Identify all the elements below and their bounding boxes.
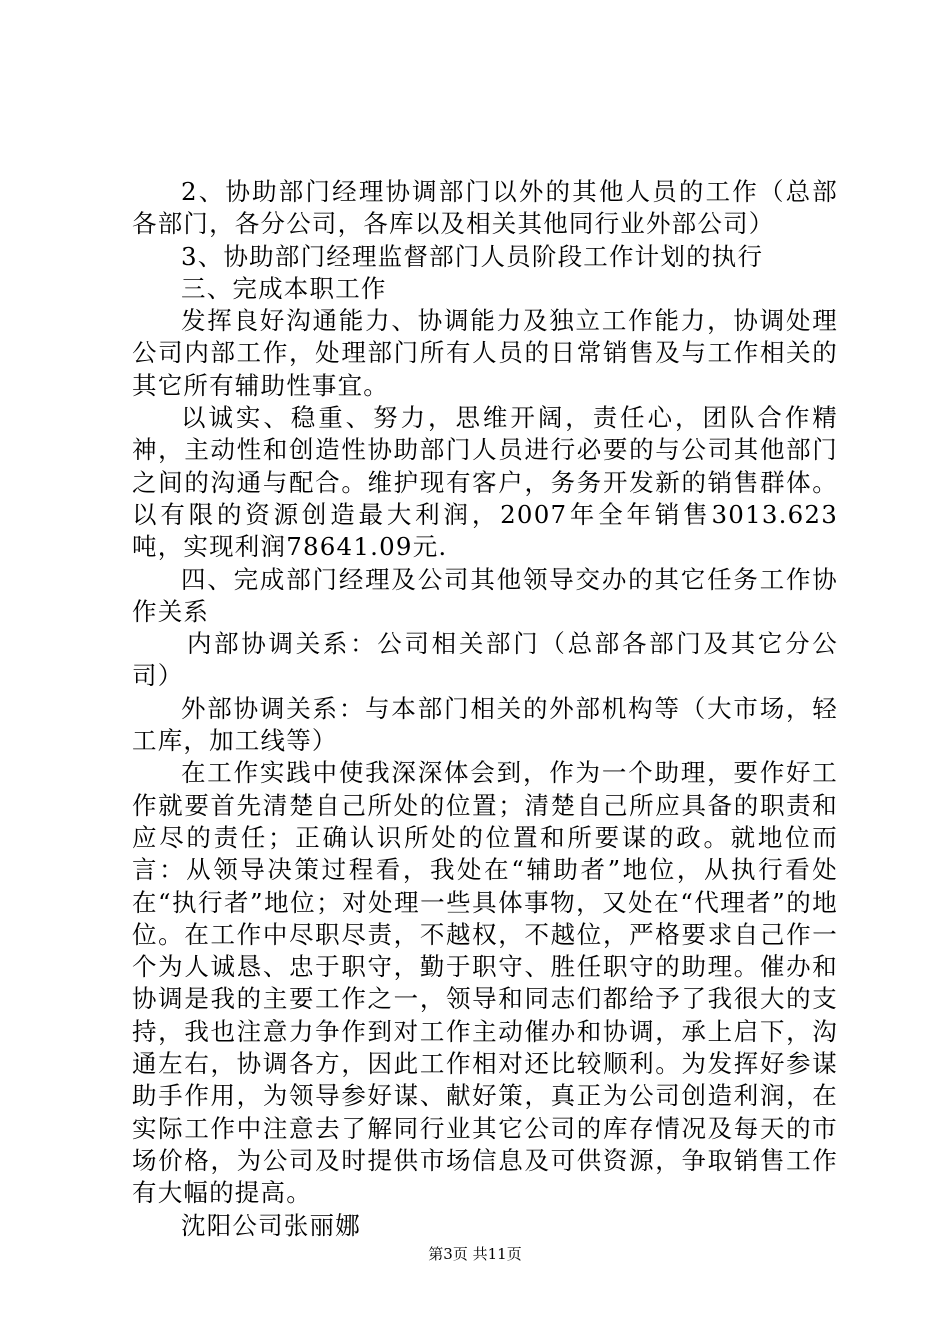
paragraph-sales-results: 以诚实、稳重、努力，思维开阔，责任心，团队合作精神，主动性和创造性协助部门人员进行必要的与公司其他部门之间的沟通与配合。维护现有客户，务务开发新的销售群体。以有限的资源创造最大利润，2007年全年销售3013.623吨，实现利润78641.09元.	[132, 403, 838, 562]
paragraph-work-reflection: 在工作实践中使我深深体会到，作为一个助理，要作好工作就要首先清楚自己所处的位置；清楚自己所应具备的职责和应尽的责任；正确认识所处的位置和所要谋的政。就地位而言：从领导决策过程看，我处在“辅助者”地位，从执行看处在“执行者”地位；对处理一些具体事物，又处在“代理者”的地位。在工作中尽职尽责，不越权，不越位，严格要求自己作一个为人诚恳、忠于职守，勤于职守、胜任职守的助理。催办和协调是我的主要工作之一，领导和同志们都给予了我很大的支持，我也注意力争作到对工作主动催办和协调，承上启下，沟通左右，协调各方，因此工作相对还比较顺利。为发挥好参谋助手作用，为领导参好谋、献好策，真正为公司创造利润，在实际工作中注意去了解同行业其它公司的库存情况及每天的市场价格，为公司及时提供市场信息及可供资源，争取销售工作有大幅的提高。	[132, 758, 838, 1208]
section-heading-duties: 三、完成本职工作	[181, 273, 387, 303]
paragraph-internal-coordination: 内部协调关系：公司相关部门（总部各部门及其它分公司）	[132, 629, 838, 691]
paragraph-assist-supervision: 3、协助部门经理监督部门人员阶段工作计划的执行	[181, 241, 764, 271]
page-footer	[0, 1244, 950, 1264]
document-body	[132, 176, 838, 1242]
page-number: 第3页 共11页	[428, 1245, 522, 1263]
paragraph-assist-external-coordination: 2、协助部门经理协调部门以外的其他人员的工作（总部各部门，各分公司，各库以及相关其他同行业外部公司）	[132, 177, 838, 239]
section-heading-other-tasks: 四、完成部门经理及公司其他领导交办的其它任务工作协作关系	[132, 564, 838, 626]
signature-line: 沈阳公司张丽娜	[181, 1210, 361, 1240]
paragraph-communication-ability: 发挥良好沟通能力、协调能力及独立工作能力，协调处理公司内部工作，处理部门所有人员的日常销售及与工作相关的其它所有辅助性事宜。	[132, 306, 838, 400]
paragraph-external-coordination: 外部协调关系：与本部门相关的外部机构等（大市场，轻工库，加工线等）	[132, 693, 838, 756]
